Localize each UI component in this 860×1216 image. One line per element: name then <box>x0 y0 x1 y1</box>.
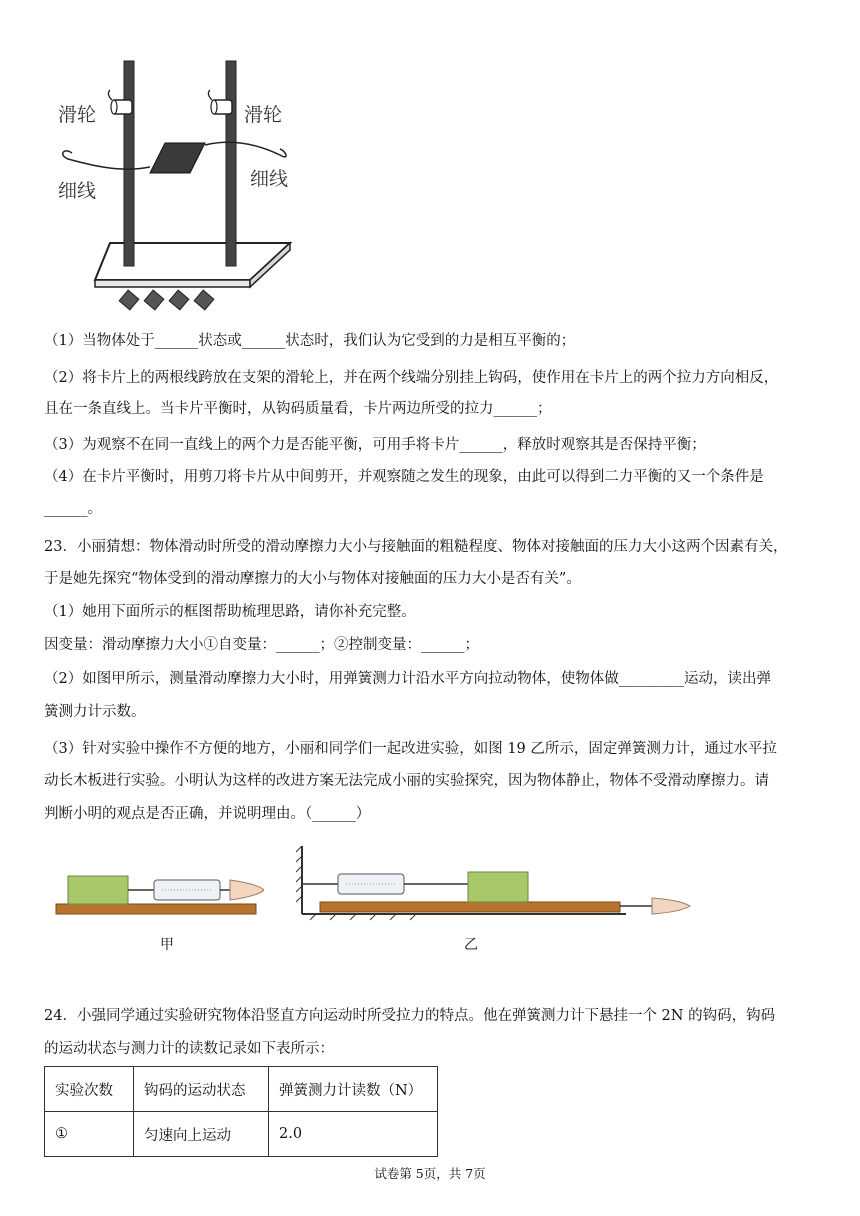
thread-label-left: 细线 <box>58 180 97 202</box>
figure-label-jia: 甲 <box>160 937 174 953</box>
q23-part3-line3: 判断小明的观点是否正确，并说明理由。（______） <box>44 806 371 822</box>
table-header-cell: 钩码的运动状态 <box>134 1067 269 1112</box>
q22-part1: （1）当物体处于______状态或______状态时，我们认为它受到的力是相互平衡的； <box>44 333 576 349</box>
pulley-label-right: 滑轮 <box>244 104 283 126</box>
q23-part3-line1: （3）针对实验中操作不方便的地方，小丽和同学们一起改进实验，如图 19 乙所示，固定弹簧测力计，通过水平拉 <box>44 741 777 757</box>
friction-setup-jia-figure <box>54 866 264 922</box>
thread-label-right: 细线 <box>250 168 289 190</box>
table-header-cell: 弹簧测力计读数（N） <box>269 1067 438 1112</box>
q22-part3: （3）为观察不在同一直线上的两个力是否能平衡，可用手将卡片______，释放时观察其是否保持平衡； <box>44 437 706 453</box>
q23-part2-line2: 簧测力计示数。 <box>44 704 146 720</box>
q23-part2-line1: （2）如图甲所示，测量滑动摩擦力大小时，用弹簧测力计沿水平方向拉动物体，使物体做_________运动，读出弹 <box>44 671 771 687</box>
figure-label-yi: 乙 <box>464 937 478 953</box>
table-row <box>45 1112 438 1157</box>
table-cell: 匀速向上运动 <box>134 1112 269 1157</box>
table-cell: ① <box>45 1112 134 1157</box>
q22-part2-line2: 且在一条直线上。当卡片平衡时，从钩码质量看，卡片两边所受的拉力______； <box>44 401 552 417</box>
q23-intro-line2: 于是她先探究“物体受到的滑动摩擦力的大小与物体对接触面的压力大小是否有关”。 <box>44 571 581 587</box>
table-header-row <box>45 1067 438 1112</box>
friction-setup-yi-figure <box>296 842 696 922</box>
q23-part1-variables: 因变量：滑动摩擦力大小①自变量：______；②控制变量：______； <box>44 637 479 653</box>
q24-intro-line1: 24．小强同学通过实验研究物体沿竖直方向运动时所受拉力的特点。他在弹簧测力计下悬挂一个 2N 的钩码，钩码 <box>44 1008 776 1024</box>
q22-part4-line2: ______。 <box>44 501 102 517</box>
table-cell: 2.0 <box>269 1112 438 1157</box>
pulley-label-left: 滑轮 <box>58 104 97 126</box>
q24-intro-line2: 的运动状态与测力计的读数记录如下表所示： <box>44 1041 334 1057</box>
q23-intro-line1: 23．小丽猜想：物体滑动时所受的滑动摩擦力大小与接触面的粗糙程度、物体对接触面的压力大小这两个因素有关， <box>44 539 788 555</box>
q22-part2-line1: （2）将卡片上的两根线跨放在支架的滑轮上，并在两个线端分别挂上钩码，使作用在卡片上的两个拉力方向相反， <box>44 370 779 386</box>
table-header-cell: 实验次数 <box>45 1067 134 1112</box>
q24-data-table <box>44 1066 438 1157</box>
page-footer: 试卷第 5页，共 7页 <box>374 1166 486 1181</box>
q22-part4-line1: （4）在卡片平衡时，用剪刀将卡片从中间剪开，并观察随之发生的现象，由此可以得到二力平衡的又一个条件是 <box>44 469 764 485</box>
q23-part3-line2: 动长木板进行实验。小明认为这样的改进方案无法完成小丽的实验探究，因为物体静止，物体不受滑动摩擦力。请 <box>44 773 769 789</box>
q23-part1: （1）她用下面所示的框图帮助梳理思路，请你补充完整。 <box>44 604 416 620</box>
